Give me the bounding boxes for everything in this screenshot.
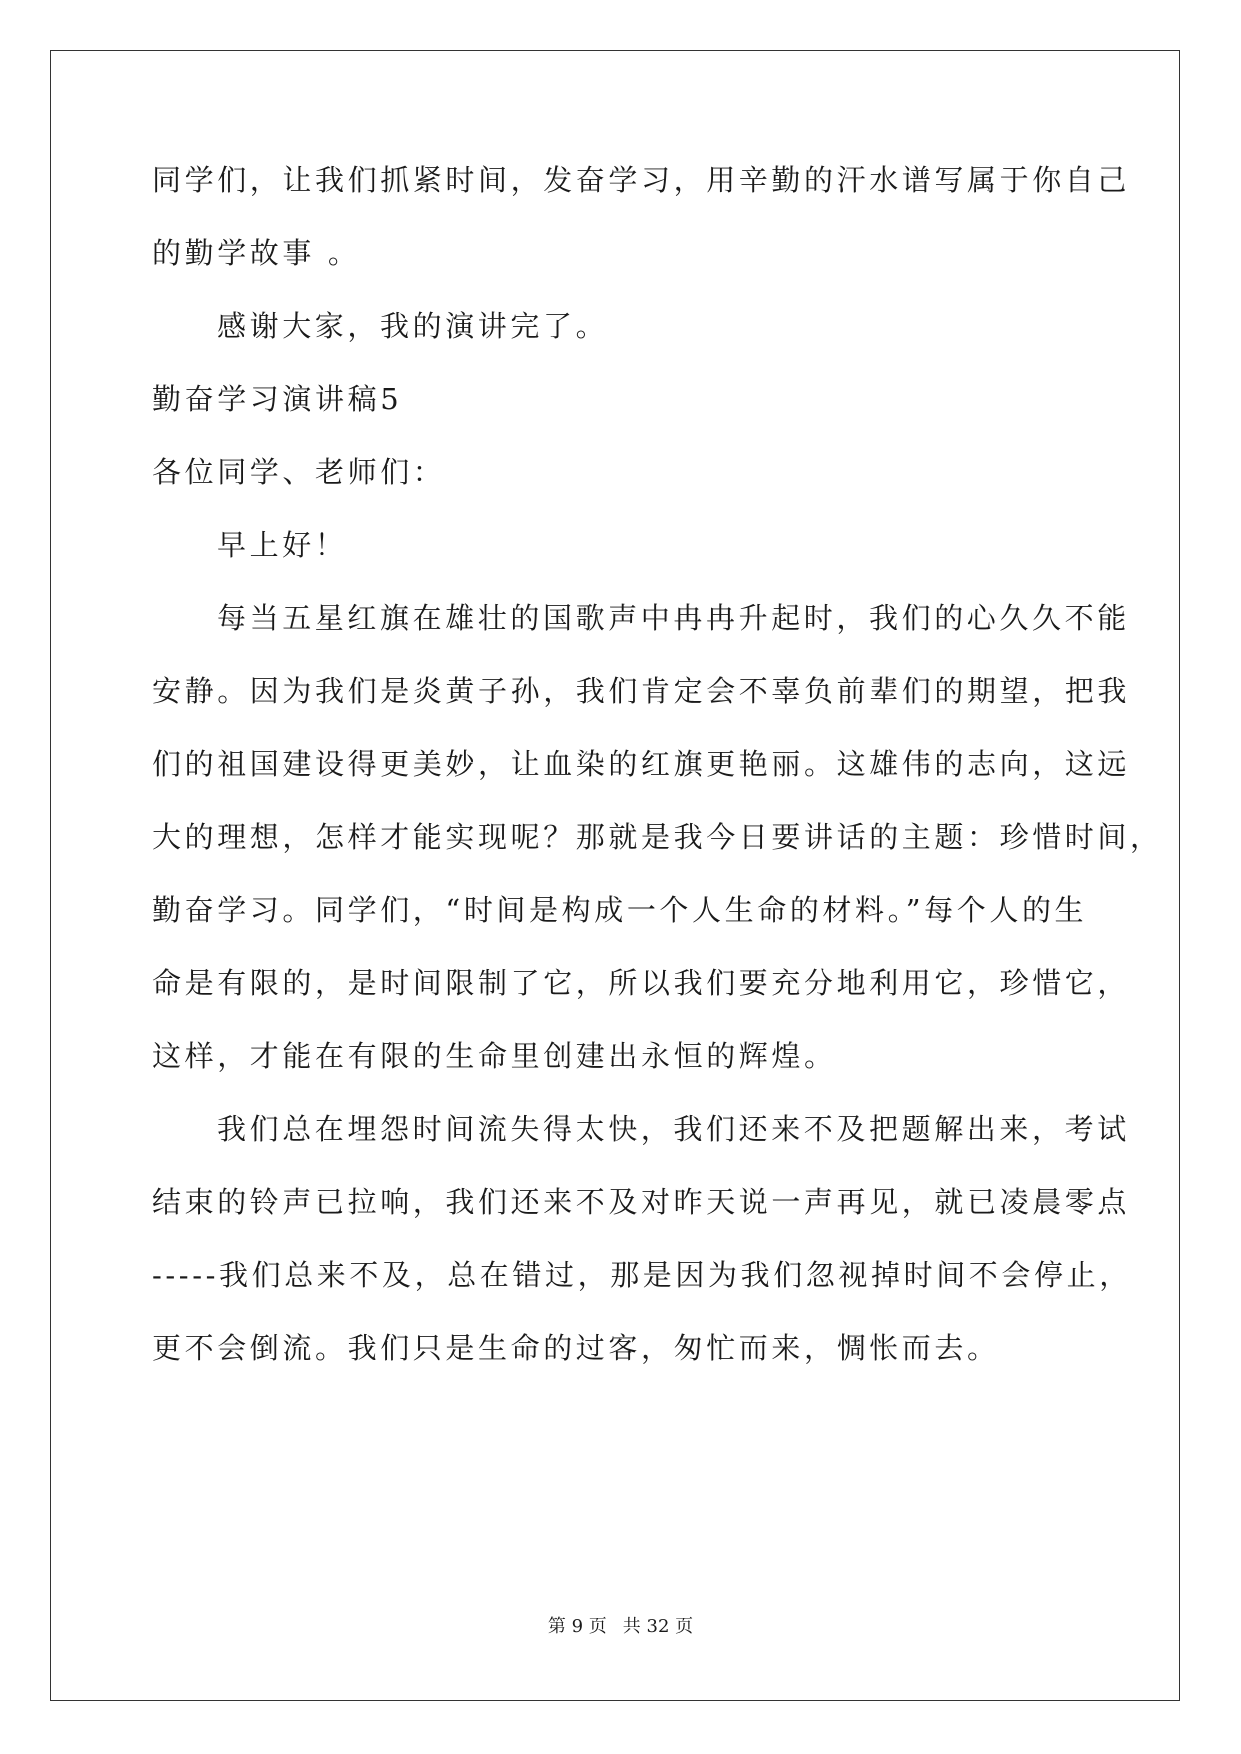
text-line: -----我们总来不及，总在错过，那是因为我们忽视掉时间不会停止， — [152, 1258, 1132, 1292]
text-line: 结束的铃声已拉响，我们还来不及对昨天说一声再见，就已凌晨零点 — [152, 1185, 1131, 1219]
text-line: 命是有限的，是时间限制了它，所以我们要充分地利用它，珍惜它， — [152, 966, 1131, 1000]
salutation: 各位同学、老师们： — [152, 455, 446, 489]
text-line: 安静。因为我们是炎黄子孙，我们肯定会不辜负前辈们的期望，把我 — [152, 674, 1131, 708]
text-line: 大的理想，怎样才能实现呢？那就是我今日要讲话的主题：珍惜时间， — [152, 820, 1163, 854]
text-line: 每当五星红旗在雄壮的国歌声中冉冉升起时，我们的心久久不能 — [217, 601, 1130, 635]
text-line: 同学们，让我们抓紧时间，发奋学习，用辛勤的汗水谱写属于你自己 — [152, 163, 1131, 197]
page-frame — [50, 50, 1180, 1701]
text-line: 这样，才能在有限的生命里创建出永恒的辉煌。 — [152, 1039, 837, 1073]
page-number: 第 9 页 — [547, 1616, 607, 1637]
text-line: 我们总在埋怨时间流失得太快，我们还来不及把题解出来，考试 — [217, 1112, 1130, 1146]
section-title: 勤奋学习演讲稿5 — [152, 382, 403, 416]
text-line: 勤奋学习。同学们，“时间是构成一个人生命的材料。”每个人的生 — [152, 893, 1088, 927]
text-line: 感谢大家，我的演讲完了。 — [217, 309, 609, 343]
text-line: 们的祖国建设得更美妙，让血染的红旗更艳丽。这雄伟的志向，这远 — [152, 747, 1131, 781]
page-total: 共 32 页 — [622, 1616, 694, 1637]
text-line: 更不会倒流。我们只是生命的过客，匆忙而来，惆怅而去。 — [152, 1331, 1000, 1365]
text-line: 的勤学故事 。 — [152, 236, 361, 270]
page-footer — [0, 1615, 1241, 1639]
greeting: 早上好！ — [217, 528, 348, 562]
